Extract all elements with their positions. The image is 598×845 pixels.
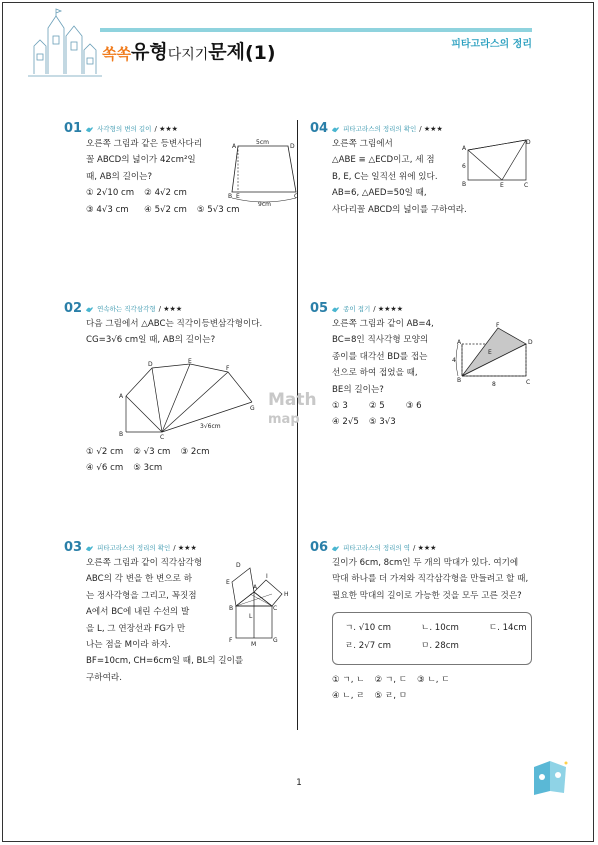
- option[interactable]: ① √2 cm: [86, 447, 124, 457]
- point-label: D: [526, 139, 531, 146]
- option[interactable]: ⑤ ㄹ, ㅁ: [374, 691, 408, 702]
- option[interactable]: ④ 5√2 cm: [144, 204, 187, 215]
- bird-icon: [85, 125, 94, 134]
- bank-item: ㅁ. 28cm: [421, 641, 459, 651]
- point-label: C: [526, 379, 531, 386]
- problem-text: 오른쪽 그림에서 △ABE ≡ △ECD이고, 세 점 B, E, C는 일직선 위에 있다. AB=6, △AED=50일 때, 사다리꼴 ABCD의 넓이를 구하여라.: [332, 139, 467, 215]
- point-label: E: [500, 182, 504, 188]
- point-label: H: [284, 591, 289, 598]
- point-label: G: [273, 637, 278, 644]
- point-label: M: [251, 641, 257, 648]
- problem-tag: 종이 접기: [343, 304, 371, 313]
- problem-text: 길이가 6cm, 8cm인 두 개의 막대가 있다. 여기에 막대 하나를 더 가져와 직각삼각형을 만들려고 할 때, 필요한 막대의 길이로 가능한 것을 모두 고른 것은?: [332, 558, 529, 601]
- bird-icon: [85, 544, 94, 553]
- options: [332, 398, 545, 431]
- point-label: L: [249, 613, 253, 620]
- option[interactable]: ④ √6 cm: [86, 463, 124, 474]
- problem-number: 01: [64, 120, 83, 136]
- point-label: B: [457, 377, 462, 384]
- point-label: A: [119, 393, 124, 400]
- point-label: C: [294, 193, 299, 200]
- option[interactable]: ⑤ 5√3 cm: [196, 204, 240, 215]
- length-label: 4: [452, 357, 456, 364]
- title-part: 유형: [130, 41, 168, 63]
- option[interactable]: ⑤ 3√3: [368, 417, 396, 428]
- problem-number: 06: [310, 539, 329, 555]
- bird-icon: [85, 305, 94, 314]
- problem-02: [64, 302, 294, 349]
- trapezoid-figure: [228, 136, 300, 206]
- title-part: 쏙쏙: [102, 45, 131, 63]
- trapezoid-abcd-figure: [458, 136, 534, 188]
- difficulty: / ★★★: [419, 124, 443, 133]
- page-number: 1: [296, 778, 302, 788]
- length-label: 3√6cm: [200, 423, 221, 430]
- problem-number: 05: [310, 300, 329, 316]
- point-label: A: [253, 584, 258, 591]
- title-part: 다지기: [167, 47, 209, 63]
- problem-text: 다음 그림에서 △ABC는 직각이등변삼각형이다. CG=3√6 cm일 때, AB의 길이는?: [86, 319, 263, 346]
- point-label: A: [232, 143, 237, 150]
- difficulty: / ★★★★: [373, 304, 403, 313]
- castle-illustration: [26, 6, 104, 78]
- option[interactable]: ② 4√2 cm: [144, 188, 187, 199]
- problem-number: 02: [64, 300, 83, 316]
- point-label: G: [250, 405, 255, 412]
- point-label: D: [236, 562, 241, 569]
- bird-icon: [331, 125, 340, 134]
- header-bar: [100, 28, 532, 32]
- point-label: D: [290, 143, 295, 150]
- topic-label: 피타고라스의 정리: [451, 39, 532, 50]
- difficulty-stars: ★★★: [163, 304, 183, 313]
- point-label: E: [236, 193, 240, 200]
- options: [332, 672, 550, 705]
- book-mascot-icon: [528, 757, 570, 797]
- point-label: C: [273, 605, 278, 612]
- problem-06-options: [310, 672, 550, 705]
- bird-icon: [331, 544, 340, 553]
- difficulty-stars: ★★★: [417, 543, 437, 552]
- option[interactable]: ① ㄱ, ㄴ: [332, 675, 365, 685]
- length-label: 8: [492, 381, 496, 388]
- option[interactable]: ① 2√10 cm: [86, 188, 135, 199]
- problem-text: 오른쪽 그림과 같이 직각삼각형 ABC의 각 변을 한 변으로 하 는 정사각형을 그리고, 꼭짓점 A에서 BC에 내린 수선의 발 을 L, 그 연장선과 FG가 만 나는 점을 M이라 하자. BF=10cm, CH=6cm일 때, BL의 길이를 구하여라.: [86, 558, 244, 683]
- point-label: D: [528, 339, 533, 346]
- option[interactable]: ③ 4√3 cm: [86, 204, 129, 215]
- point-label: E: [188, 358, 192, 365]
- option[interactable]: ② ㄱ, ㄷ: [374, 675, 408, 685]
- watermark: map: [268, 412, 300, 427]
- bank-item: ㄹ. 2√7 cm: [345, 641, 392, 651]
- point-label: F: [496, 322, 500, 329]
- difficulty-stars: ★★★: [423, 124, 443, 133]
- option[interactable]: ③ 2cm: [180, 447, 210, 457]
- option[interactable]: ② √3 cm: [133, 447, 171, 457]
- problem-06: [310, 541, 550, 604]
- option[interactable]: ③ 6: [405, 401, 422, 412]
- length-label: 6: [462, 163, 466, 170]
- title-part: 문제: [208, 41, 245, 63]
- spiral-triangles-figure: [116, 358, 262, 440]
- point-label: F: [229, 637, 233, 644]
- watermark: Math: [268, 390, 317, 410]
- point-label: B: [119, 431, 124, 438]
- length-label: 5cm: [256, 139, 269, 146]
- difficulty-stars: ★★★: [159, 124, 178, 133]
- difficulty: / ★★★: [154, 124, 178, 133]
- point-label: E: [488, 349, 492, 356]
- point-label: C: [524, 182, 529, 188]
- point-label: I: [266, 573, 268, 580]
- point-label: D: [148, 361, 153, 368]
- problem-text: 오른쪽 그림과 같은 등변사다리 꼴 ABCD의 넓이가 42cm²일 때, AB의 길이는?: [86, 139, 203, 182]
- point-label: B: [462, 181, 467, 188]
- option[interactable]: ④ 2√5: [332, 417, 359, 428]
- option[interactable]: ① 3: [332, 401, 348, 412]
- options: [86, 444, 294, 477]
- problem-text: 오른쪽 그림과 같이 AB=4, BC=8인 직사각형 모양의 종이를 대각선 BD를 접는 선으로 하여 접었을 때, BE의 길이는?: [332, 319, 434, 395]
- point-label: A: [457, 339, 462, 346]
- problem-tag: 사각형의 변의 길이: [97, 124, 152, 133]
- point-label: E: [226, 579, 230, 586]
- difficulty-stars: ★★★: [177, 543, 197, 552]
- choice-bank: [332, 612, 532, 665]
- point-label: C: [160, 434, 165, 440]
- point-label: B: [228, 193, 233, 200]
- difficulty: / ★★★: [413, 543, 437, 552]
- problem-02-options: [64, 444, 294, 477]
- folded-paper-figure: [452, 318, 536, 388]
- problem-tag: 연속하는 직각삼각형: [97, 304, 156, 313]
- bank-item: ㄴ. 10cm: [421, 623, 459, 633]
- problem-tag: 피타고라스의 정리의 확인: [97, 543, 171, 552]
- title-part: (1): [245, 42, 276, 64]
- option[interactable]: ② 5: [368, 401, 385, 412]
- bird-icon: [331, 305, 340, 314]
- problem-number: 03: [64, 539, 83, 555]
- option[interactable]: ③ ㄴ, ㄷ: [417, 675, 450, 685]
- point-label: F: [226, 365, 230, 372]
- point-label: B: [229, 605, 234, 612]
- problem-tag: 피타고라스의 정리의 확인: [343, 124, 417, 133]
- page-title: [102, 36, 276, 64]
- difficulty-stars: ★★★★: [377, 304, 403, 313]
- problem-number: 04: [310, 120, 329, 136]
- length-label: 9cm: [258, 201, 271, 206]
- option[interactable]: ④ ㄴ, ㄹ: [332, 691, 365, 702]
- pythagorean-squares-figure: [226, 558, 296, 648]
- difficulty: / ★★★: [158, 304, 183, 313]
- point-label: A: [462, 145, 467, 152]
- problem-tag: 피타고라스의 정리의 역: [343, 543, 411, 552]
- bank-item: ㄱ. √10 cm: [345, 623, 392, 633]
- option[interactable]: ⑤ 3cm: [133, 463, 163, 474]
- bank-item: ㄷ. 14cm: [488, 623, 527, 633]
- difficulty: / ★★★: [173, 543, 197, 552]
